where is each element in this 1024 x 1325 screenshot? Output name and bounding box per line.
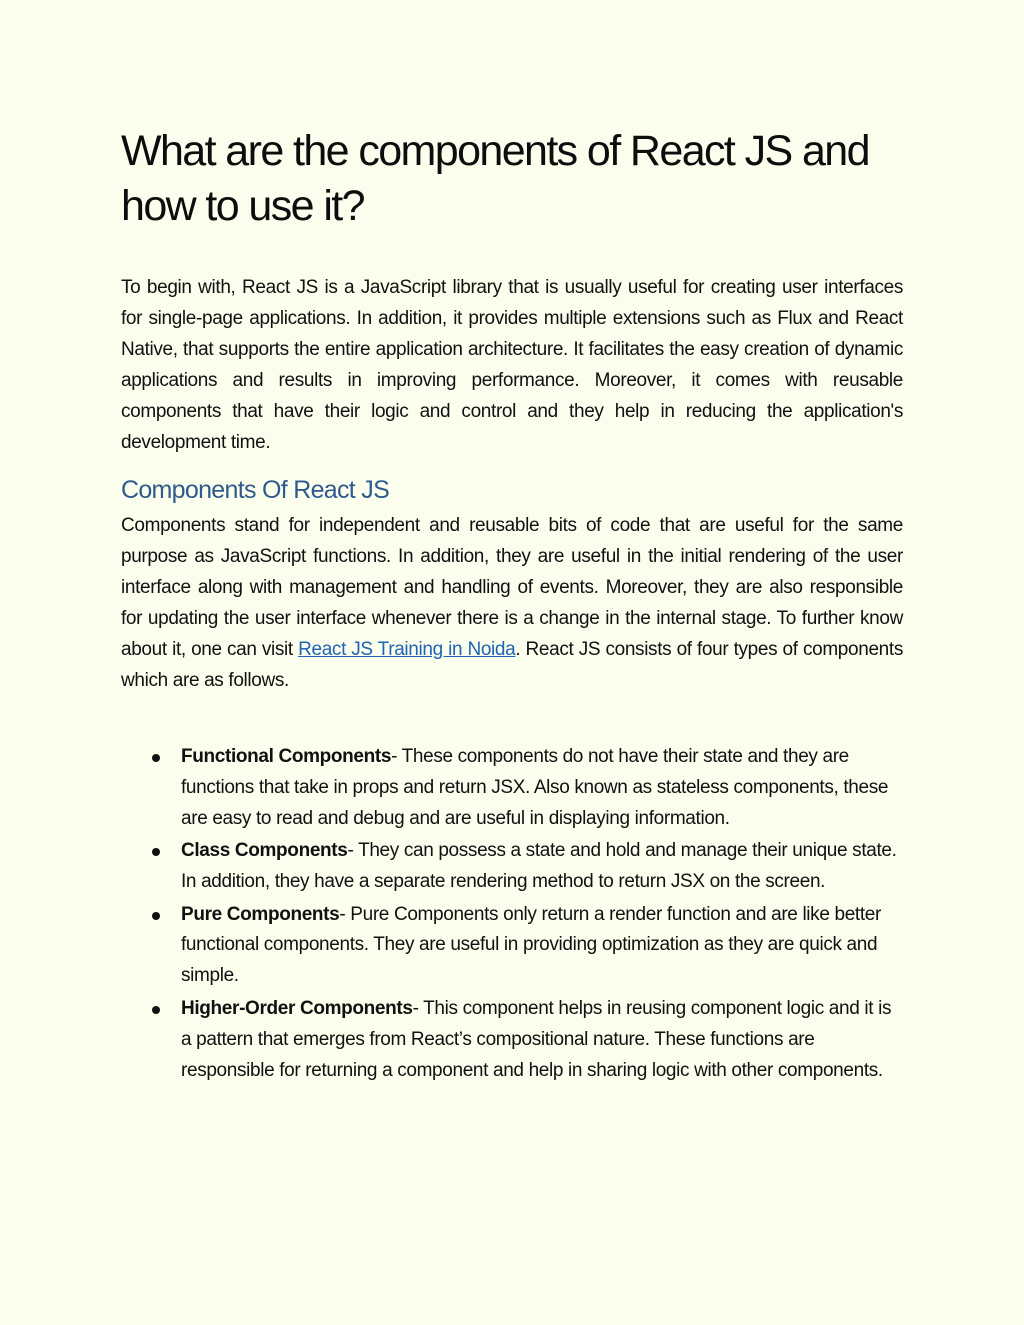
list-item xyxy=(121,994,903,1087)
list-item-term: Functional Components xyxy=(181,746,392,767)
list-item-term: Higher-Order Components xyxy=(181,997,413,1019)
list-item-description: - This component helps in reusing component logic and it is a pattern that emerges from React’s compositional nature. These functions are responsible for returning a component and help in sharing logic with other components. xyxy=(181,997,892,1081)
bullet-icon xyxy=(152,912,160,920)
document-title: What are the components of React JS and how to use it? xyxy=(121,127,869,230)
react-js-training-link[interactable]: React JS Training in Noida xyxy=(298,638,516,660)
list-item-description: - These components do not have their state and they are functions that take in props and return JSX. Also known as stateless components, these are easy to read and debug and are useful in displaying information. xyxy=(181,746,889,829)
list-item-description: - They can possess a state and hold and manage their unique state. In addition, they have a separate rendering method to return JSX on the screen. xyxy=(181,840,897,893)
section-text-before-link: Components stand for independent and reusable bits of code that are useful for the same purpose as JavaScript functions. In addition, they are useful in the initial rendering of the user interface along with management and handling of events. Moreover, they are also responsible for updating the user interface whenever there is a change in the internal stage. To further know about it, one can visit xyxy=(121,515,903,660)
list-item xyxy=(121,900,903,993)
list-item xyxy=(121,836,903,898)
bullet-icon xyxy=(152,1006,160,1014)
list-item xyxy=(121,742,903,835)
components-list xyxy=(121,742,903,1088)
section-paragraph xyxy=(121,511,903,696)
bullet-icon xyxy=(152,754,160,762)
intro-paragraph: To begin with, React JS is a JavaScript library that is usually useful for creating user interfaces for single-page applications. In addition, it provides multiple extensions such as Flux and React Native, that supports the entire application architecture. It facilitates the easy creation of dynamic applications and results in improving performance. Moreover, it comes with reusable components that have their logic and control and they help in reducing the application's development time. xyxy=(121,277,903,453)
bullet-icon xyxy=(152,848,160,856)
section-text-after-link: . React JS consists of four types of components which are as follows. xyxy=(121,638,903,691)
list-item-term: Pure Components xyxy=(181,903,340,925)
list-item-term: Class Components xyxy=(181,840,348,862)
list-item-description: - Pure Components only return a render function and are like better functional components. They are useful in providing optimization as they are quick and simple. xyxy=(181,903,881,987)
section-heading: Components Of React JS xyxy=(121,476,390,504)
